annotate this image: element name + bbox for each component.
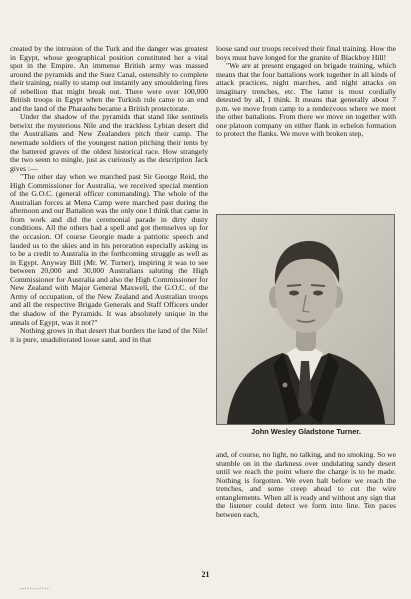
portrait-photo	[216, 214, 395, 425]
left-column	[10, 45, 208, 344]
left-paragraph-2: Under the shadow of the pyramids that stand like sentinels betwixt the mysterious Nile and the trackless Lybian desert did the Australians and New Zealanders pitch their camp. The newmade soldiers of the youngest nation pitching their tents by the battered graves of the oldest historical race. How strangely the two seem to mingle, just as curiously as the description Jack gives :—	[10, 112, 208, 173]
right-top-paragraph-1: loose sand our troops received their final training. How the boys must have longed for the granite of Blackboy Hill!	[216, 44, 396, 62]
page-number: 21	[201, 570, 210, 579]
left-paragraph-4: Nothing grows in that desert that borders the land of the Nile! it is pure, unadulterated loose sand, and in that	[10, 326, 208, 344]
portrait-illustration	[217, 215, 394, 424]
left-paragraph-1: created by the intrusion of the Turk and the danger was greatest in Egypt, whose geographical position constituted her a vital spot in the Empire. An immense British army was massed around the pyramids and the Suez Canal, ostensibly to complete their training, really to stamp out instantly any smouldering fires of rebellion that might break out. There were over 100,000 British troops in Egypt when the Turkish rule came to an end and the land of the Pharaohs became a British protectorate.	[10, 44, 208, 113]
paper-speckle-decoration	[20, 585, 60, 591]
right-column-top	[216, 45, 396, 139]
right-bottom-paragraph-1: and, of course, no light, no talking, and no smoking. So we stumble on in the darkness over undulating sandy desert until we reach the point where the charge is to be made. Nothing is forgotten. We even halt before we reach the trenches, and some creep ahead to cut the wire entanglements. When all is ready and without any sign that the listener could detect we form into line. Ten paces between each,	[216, 450, 396, 519]
right-column-bottom	[216, 451, 396, 519]
left-paragraph-3: "The other day when we marched past Sir George Reid, the High Commissioner for Australia, we received special mention of the G.O.C. (general officer commanding). The whole of the Australian forces at Mena Camp were marched past during the afternoon and our Battalion was the only one I think that came in from work and did the ceremonial parade in dirty dusty conditions. All the others had a spell and got themselves up for the occasion. Of course Georgie made a patriotic speech and lauded us to the skies and in his peroration especially asking us to be a credit to Australia in the forthcoming struggle as well as in Egypt. Anyway Bill (Mr. W. Turner), inspiring it was to see between 20,000 and 30,000 Australians saluting the High Commissioner for Australia and also the High Commissioner for New Zealand with Major General Maxwell, the G.O.C. of the Army of occupation, of the New Zealand and Australian troops and all the respective Brigade Generals and Staff Officers under the shadow of the Pyramids. It was absolutely unique in the annals of Egypt, was it not?"	[10, 172, 208, 327]
right-top-paragraph-2: "We are at present engaged on brigade training, which means that the four battalions work together in all kinds of attack practices, night marches, and night attacks on imaginary trenches, etc. The latter is most cordially detested by all, I think. It means that generally about 7 p.m. we move from camp to a rendezvous where we meet the other battalions. From there we move on together with one platoon company on either flank in echelon formation to protect the flanks. We move with broken step,	[216, 61, 396, 139]
photo-caption: John Wesley Gladstone Turner.	[251, 427, 361, 436]
